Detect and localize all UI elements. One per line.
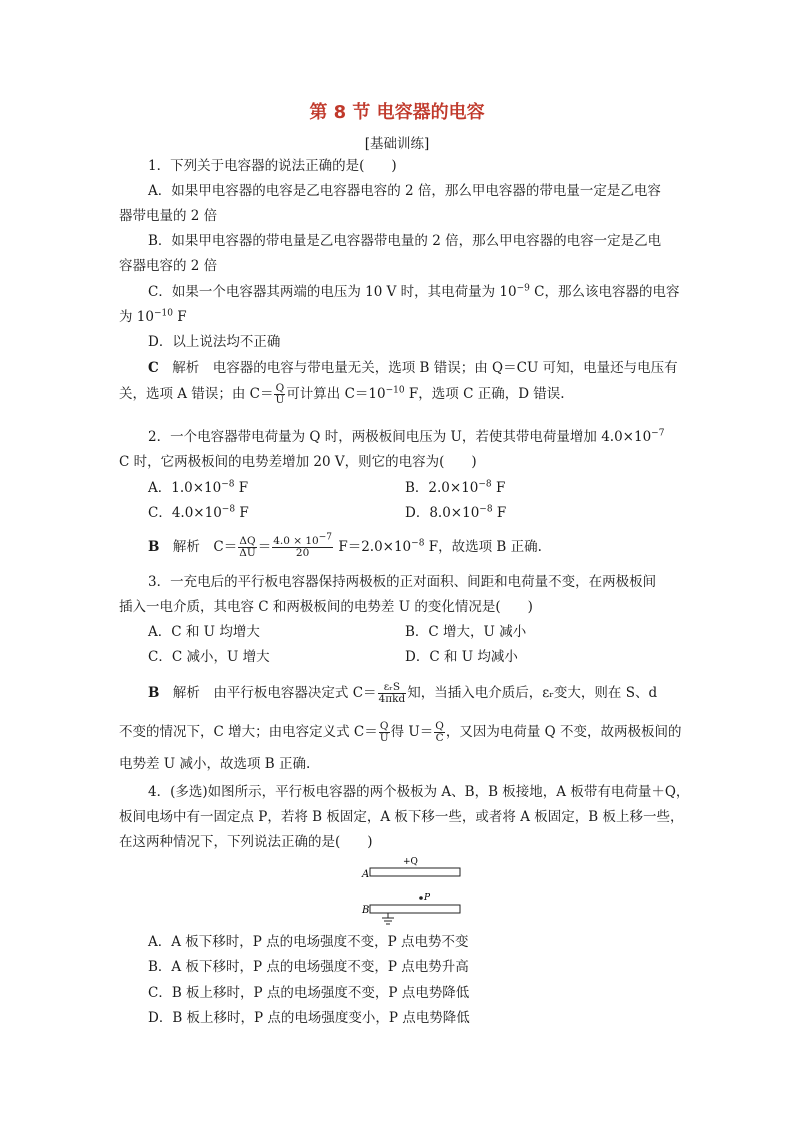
fraction xyxy=(378,682,407,705)
text: 2．一个电容器带电荷量为 Q 时，两极板间电压为 U，若使其带电荷量增加 4.0×10 xyxy=(148,429,652,445)
q1-explanation-line1 xyxy=(148,359,678,377)
q2-explanation: B 解析 C＝ $\frac{\Delta Q}{\Delta U}$ ＝ $\frac{4.0 \times 10^{-7}}{20}$ $F=2.0\times 10^{-8}$ F，故选项 B 正确. xyxy=(148,532,542,559)
exponent: −8 xyxy=(221,479,235,490)
section-label: [基础训练] xyxy=(364,136,430,152)
fraction xyxy=(434,721,445,744)
answer-letter: B xyxy=(148,685,160,701)
q3-explanation-line3: 电势差 U 减小，故选项 B 正确. xyxy=(119,756,311,772)
denominator: U xyxy=(275,394,285,406)
exponent: −8 xyxy=(411,538,425,549)
text: 为 10 xyxy=(119,309,154,325)
text: C，那么该电容器的电容 xyxy=(529,284,680,300)
exponent: −10 xyxy=(153,308,173,319)
q2-option-c xyxy=(148,504,249,522)
text: 由平行板电容器决定式 C＝ xyxy=(213,685,377,701)
numerator: Q xyxy=(379,720,389,732)
q1-option-a-line2: 器带电量的 2 倍 xyxy=(119,208,218,224)
denominator: 4πkd xyxy=(378,693,406,705)
text: 关，选项 A 错误；由 C＝ xyxy=(119,386,274,402)
q4-option-b: B．A 板下移时，P 点的电场强度不变，P 点电势升高 xyxy=(148,959,469,975)
exponent: −8 xyxy=(221,504,236,515)
q3-explanation-line1 xyxy=(148,682,657,705)
q3-stem-line2: 插入一电介质，其电容 C 和两极板间的电势差 U 的变化情况是( ) xyxy=(119,599,533,615)
q4-stem-line3: 在这两种情况下，下列说法正确的是( ) xyxy=(119,834,373,850)
plate-a-label: A xyxy=(362,869,370,880)
text: C．4.0×10 xyxy=(148,505,222,521)
point-p xyxy=(419,896,423,900)
text: 得 U＝ xyxy=(390,724,434,740)
denominator: C xyxy=(435,732,444,744)
q2-option-d xyxy=(405,504,506,522)
text: 可计算出 C＝10 xyxy=(286,386,386,402)
q2-option-b xyxy=(405,479,505,497)
denominator: ΔU xyxy=(239,547,256,559)
fraction xyxy=(379,721,390,744)
q3-explanation-line2 xyxy=(119,721,682,744)
q3-stem-line1: 3．一充电后的平行板电容器保持两极板的正对面积、间距和电荷量不变，在两极板间 xyxy=(148,574,657,590)
q3-option-a: A．C 和 U 均增大 xyxy=(148,624,260,640)
numerator: εᵣS xyxy=(378,682,407,694)
q1-option-b-line2: 容器电容的 2 倍 xyxy=(119,258,218,274)
plate-a xyxy=(370,868,460,876)
q3-option-d: D．C 和 U 均减小 xyxy=(405,649,518,665)
point-p-label: P xyxy=(424,893,431,903)
text: D．8.0×10 xyxy=(405,505,480,521)
page-title: 第 8 节 电容器的电容 xyxy=(309,102,485,123)
text: F xyxy=(172,309,187,325)
q1-explanation-line2 xyxy=(119,383,565,406)
q2-stem-line2: C 时，它两极板间的电势差增加 20 V，则它的电容为( ) xyxy=(119,454,477,470)
charge-label: +Q xyxy=(403,857,418,867)
explanation-label: 解析 xyxy=(172,685,200,701)
unit: F xyxy=(492,505,507,521)
text: 电容器的电容与带电量无关，选项 B 错误；由 Q＝CU 可知，电量还与电压有 xyxy=(212,360,678,376)
q4-option-a: A．A 板下移时，P 点的电场强度不变，P 点电势不变 xyxy=(148,934,469,950)
q1-stem: 1．下列关于电容器的说法正确的是( ) xyxy=(148,158,397,174)
exponent: −8 xyxy=(479,504,493,515)
unit: F xyxy=(491,480,506,496)
numerator: Q xyxy=(435,720,444,732)
text: B．2.0×10 xyxy=(405,480,479,496)
text: F，选项 C 正确，D 错误. xyxy=(404,386,565,402)
answer-letter: B xyxy=(148,539,160,555)
explanation-label: 解析 xyxy=(172,539,200,555)
q4-option-d: D．B 板上移时，P 点的电场强度变小，P 点电势降低 xyxy=(148,1010,470,1026)
q4-option-c: C．B 板上移时，P 点的电场强度不变，P 点电势降低 xyxy=(148,985,470,1001)
numerator: Q xyxy=(275,382,285,394)
text: 不变的情况下，C 增大；由电容定义式 C＝ xyxy=(119,724,378,740)
denominator: U xyxy=(379,732,389,744)
q1-option-b-line1: B．如果甲电容器的带电量是乙电容器带电量的 2 倍，那么甲电容器的电容一定是乙电 xyxy=(148,233,662,249)
text: ，又因为电荷量 Q 不变，故两极板间的 xyxy=(445,724,682,740)
unit: F xyxy=(235,505,249,521)
explanation-label: 解析 xyxy=(172,360,200,376)
q1-option-d: D．以上说法均不正确 xyxy=(148,334,281,350)
denominator: 20 xyxy=(295,547,310,559)
text: F＝2.0×10 xyxy=(334,539,412,555)
text: A．1.0×10 xyxy=(148,480,222,496)
q2-option-a xyxy=(148,479,248,497)
text: 4.0 × 10 xyxy=(273,535,319,547)
exponent: −7 xyxy=(318,532,333,543)
q2-stem-line1 xyxy=(148,428,664,446)
text: 知，当插入电介质后，εᵣ变大，则在 S、d xyxy=(407,685,658,701)
fraction xyxy=(272,532,333,559)
exponent: −7 xyxy=(651,428,665,439)
q1-option-c-line1 xyxy=(148,283,680,301)
fraction xyxy=(238,536,256,559)
text: C．如果一个电容器其两端的电压为 10 V 时，其电荷量为 10 xyxy=(148,284,517,300)
q4-stem-line1: 4．(多选)如图所示，平行板电容器的两个极板为 A、B，B 板接地，A 板带有电荷量＋Q， xyxy=(148,784,690,800)
exponent: −10 xyxy=(385,385,405,396)
q3-option-c: C．C 减小，U 增大 xyxy=(148,649,270,665)
text: C＝ xyxy=(213,539,238,555)
plate-b-label: B xyxy=(362,905,370,916)
q3-option-b: B．C 增大，U 减小 xyxy=(405,624,527,640)
capacitor-diagram xyxy=(355,853,470,928)
plate-b xyxy=(370,905,460,913)
unit: F xyxy=(234,480,249,496)
fraction xyxy=(274,383,285,406)
exponent: −9 xyxy=(516,283,530,294)
answer-letter: C xyxy=(148,360,159,376)
q1-option-c-line2 xyxy=(119,308,187,326)
exponent: −8 xyxy=(478,479,492,490)
numerator: ΔQ xyxy=(239,535,256,547)
text: F，故选项 B 正确. xyxy=(424,539,542,555)
q1-option-a-line1: A．如果甲电容器的电容是乙电容器电容的 2 倍，那么甲电容器的带电量一定是乙电容 xyxy=(148,183,661,199)
q4-stem-line2: 板间电场中有一固定点 P，若将 B 板固定，A 板下移一些，或者将 A 板固定，B 板上移一些， xyxy=(119,809,684,825)
